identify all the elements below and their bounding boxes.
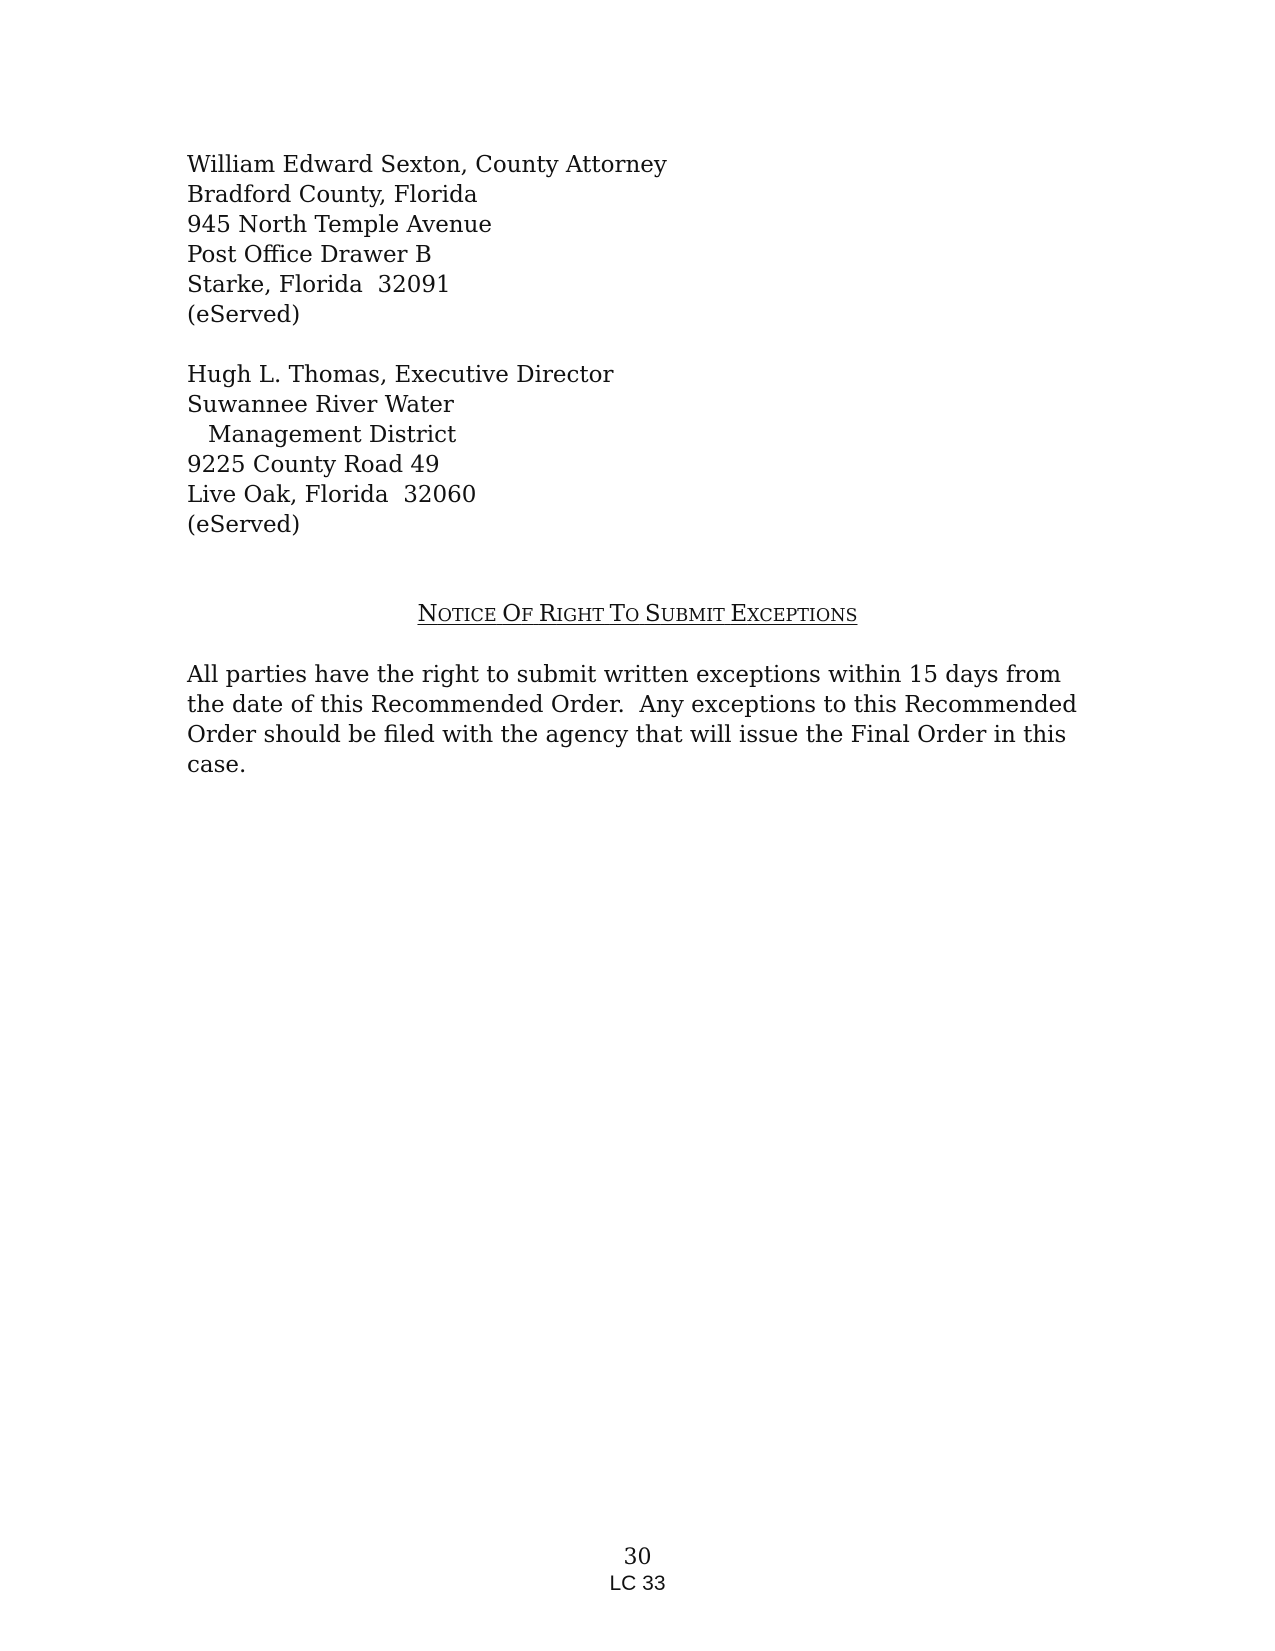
heading-word: SUBMIT xyxy=(644,601,725,627)
address-line: Management District xyxy=(208,422,457,448)
paragraph-line: the date of this Recommended Order. Any exceptions to this Recommended xyxy=(187,692,1078,718)
address-line: Bradford County, Florida xyxy=(187,182,478,208)
address-line: (eServed) xyxy=(187,302,301,328)
heading-word: EXCEPTIONS xyxy=(730,601,858,627)
address-line: Live Oak, Florida 32060 xyxy=(187,482,477,508)
heading-word: NOTICE xyxy=(417,601,497,627)
paragraph-line: case. xyxy=(187,752,247,778)
notice-paragraph xyxy=(187,660,1087,780)
address-line: Hugh L. Thomas, Executive Director xyxy=(187,362,614,388)
page-number: 30 xyxy=(623,1545,652,1570)
address-line: (eServed) xyxy=(187,512,301,538)
service-address-executive-director xyxy=(187,360,614,540)
address-line: William Edward Sexton, County Attorney xyxy=(187,152,667,178)
address-line: 945 North Temple Avenue xyxy=(187,212,493,238)
address-line: Starke, Florida 32091 xyxy=(187,272,451,298)
service-address-county-attorney xyxy=(187,150,667,330)
paragraph-line: Order should be filed with the agency that will issue the Final Order in this xyxy=(187,722,1067,748)
notice-heading xyxy=(0,602,1275,628)
heading-word: TO xyxy=(609,601,640,627)
address-line: 9225 County Road 49 xyxy=(187,452,440,478)
page-stamp-label: LC 33 xyxy=(609,1572,666,1595)
heading-word: OF xyxy=(502,601,534,627)
paragraph-line: All parties have the right to submit written exceptions within 15 days from xyxy=(187,662,1061,688)
address-line: Post Office Drawer B xyxy=(187,242,432,268)
address-line: Suwannee River Water xyxy=(187,392,454,418)
heading-word: RIGHT xyxy=(538,601,605,627)
